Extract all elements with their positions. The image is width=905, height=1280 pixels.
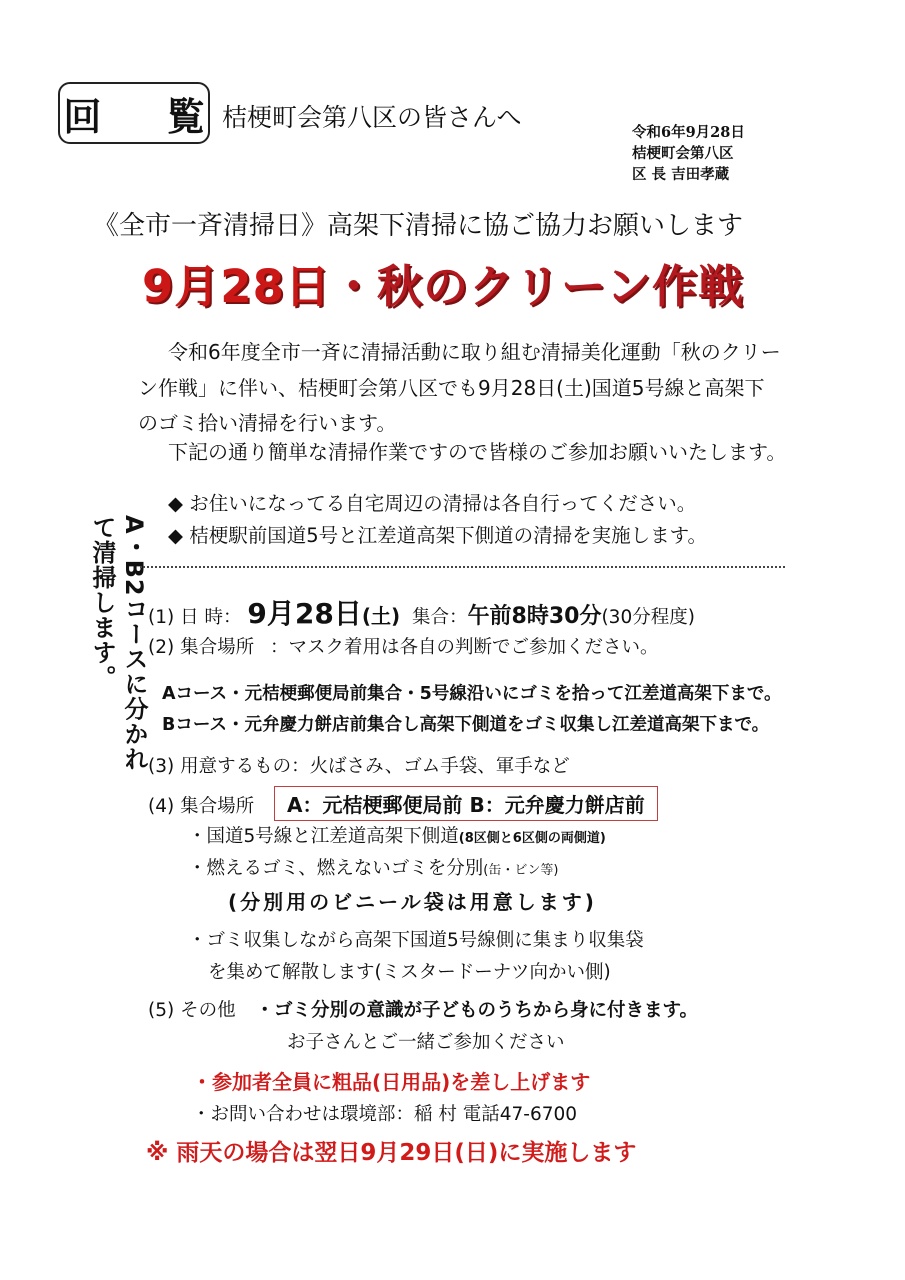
- item-place: [148, 633, 659, 659]
- intro-line-3: のゴミ拾い清掃を行います。: [138, 411, 397, 435]
- bullet-1: ◆ お住いになってる自宅周辺の清掃は各自行ってください。: [168, 492, 697, 515]
- headline-rest: ・秋のクリーン作戦: [330, 260, 745, 313]
- headline: [142, 250, 744, 315]
- sub-item-2-text: ・燃えるゴミ、燃えないゴミを分別: [188, 858, 484, 879]
- bullet-2: ◆ 桔梗駅前国道5号と江差道高架下側道の清掃を実施します。: [168, 524, 708, 547]
- sub-item-1-text: ・国道5号線と江差道高架下側道: [188, 826, 459, 847]
- contact-note: ・お問い合わせは環境部：稲 村 電話47-6700: [192, 1104, 578, 1125]
- meet-time: 午前8時30分: [467, 604, 602, 629]
- course-a: Aコース・元桔梗郵便局前集合・5号線沿いにゴミを拾って江差道高架下まで。: [162, 684, 782, 704]
- course-b: Bコース・元弁慶力餅店前集合し高架下側道をゴミ収集し江差道高架下まで。: [162, 715, 770, 735]
- place-note: ：マスク着用は各自の判断でご参加ください。: [270, 637, 659, 658]
- sub-item-1-small: (8区側と6区側の両側道): [458, 831, 606, 846]
- sub-item-3b: を集めて解散します(ミスタードーナツ向かい側): [208, 962, 611, 983]
- issuer-block: [632, 122, 745, 185]
- datetime-label: 日 時：: [180, 607, 242, 628]
- issuer-org: 桔梗町会第八区: [632, 145, 734, 162]
- sub-item-3a: ・ゴミ収集しながら高架下国道5号線側に集まり収集袋: [188, 930, 644, 951]
- duration: (30分程度): [601, 607, 695, 628]
- item-datetime: [148, 592, 695, 632]
- event-date: 9月28日: [247, 597, 362, 630]
- issuer-name: 区 長 吉田孝蔵: [632, 166, 730, 183]
- kairan-label: 回 覧: [58, 82, 210, 144]
- meeting-points-box: A：元桔梗郵便局前 B：元弁慶力餅店前: [274, 786, 658, 821]
- issue-date: 令和6年9月28日: [632, 124, 745, 141]
- item-2-num: (2): [148, 637, 175, 658]
- gift-note: ・参加者全員に粗品(日用品)を差し上げます: [192, 1070, 591, 1094]
- sub-item-1: [188, 822, 606, 848]
- side-note-vertical: A・B2コースに分かれて清掃します。: [88, 515, 148, 772]
- subtitle: 《全市一斉清掃日》高架下清掃に協ご協力お願いします: [93, 211, 744, 241]
- bags-note: (分別用のビニール袋は用意します): [228, 890, 597, 914]
- sub-item-2-small: (缶・ビン等): [483, 863, 559, 878]
- item-place2: [148, 786, 658, 821]
- addressee: 桔梗町会第八区の皆さんへ: [222, 103, 522, 132]
- other-label: その他: [180, 1000, 236, 1021]
- item-bring: [148, 752, 570, 778]
- place-label: 集合場所: [180, 637, 255, 658]
- meet-label: 集合：: [412, 607, 468, 628]
- item-4-num: (4): [148, 796, 175, 817]
- rain-note: ※ 雨天の場合は翌日9月29日(日)に実施します: [146, 1140, 637, 1166]
- other-text-2: お子さんとご一緒ご参加ください: [287, 1032, 565, 1053]
- item-5-num: (5): [148, 1000, 175, 1021]
- item-3-num: (3): [148, 756, 175, 777]
- sub-item-2: [188, 854, 558, 880]
- bring-text: 用意するもの：火ばさみ、ゴム手袋、軍手など: [180, 756, 570, 777]
- intro-line-4: 下記の通り簡単な清掃作業ですので皆様のご参加お願いいたします。: [168, 440, 787, 464]
- other-text: ・ゴミ分別の意識が子どものうちから身に付きます。: [255, 1000, 699, 1021]
- intro-line-2: ン作戦」に伴い、桔梗町会第八区でも9月28日(土)国道5号線と高架下: [138, 376, 765, 400]
- place2-label: 集合場所: [180, 796, 255, 817]
- item-other: [148, 996, 698, 1022]
- event-dow: (土): [361, 604, 401, 628]
- dotted-divider: [140, 566, 785, 568]
- item-1-num: (1): [148, 607, 175, 628]
- intro-line-1: 令和6年度全市一斉に清掃活動に取り組む清掃美化運動「秋のクリー: [168, 340, 781, 364]
- headline-date: 9月28日: [142, 260, 331, 313]
